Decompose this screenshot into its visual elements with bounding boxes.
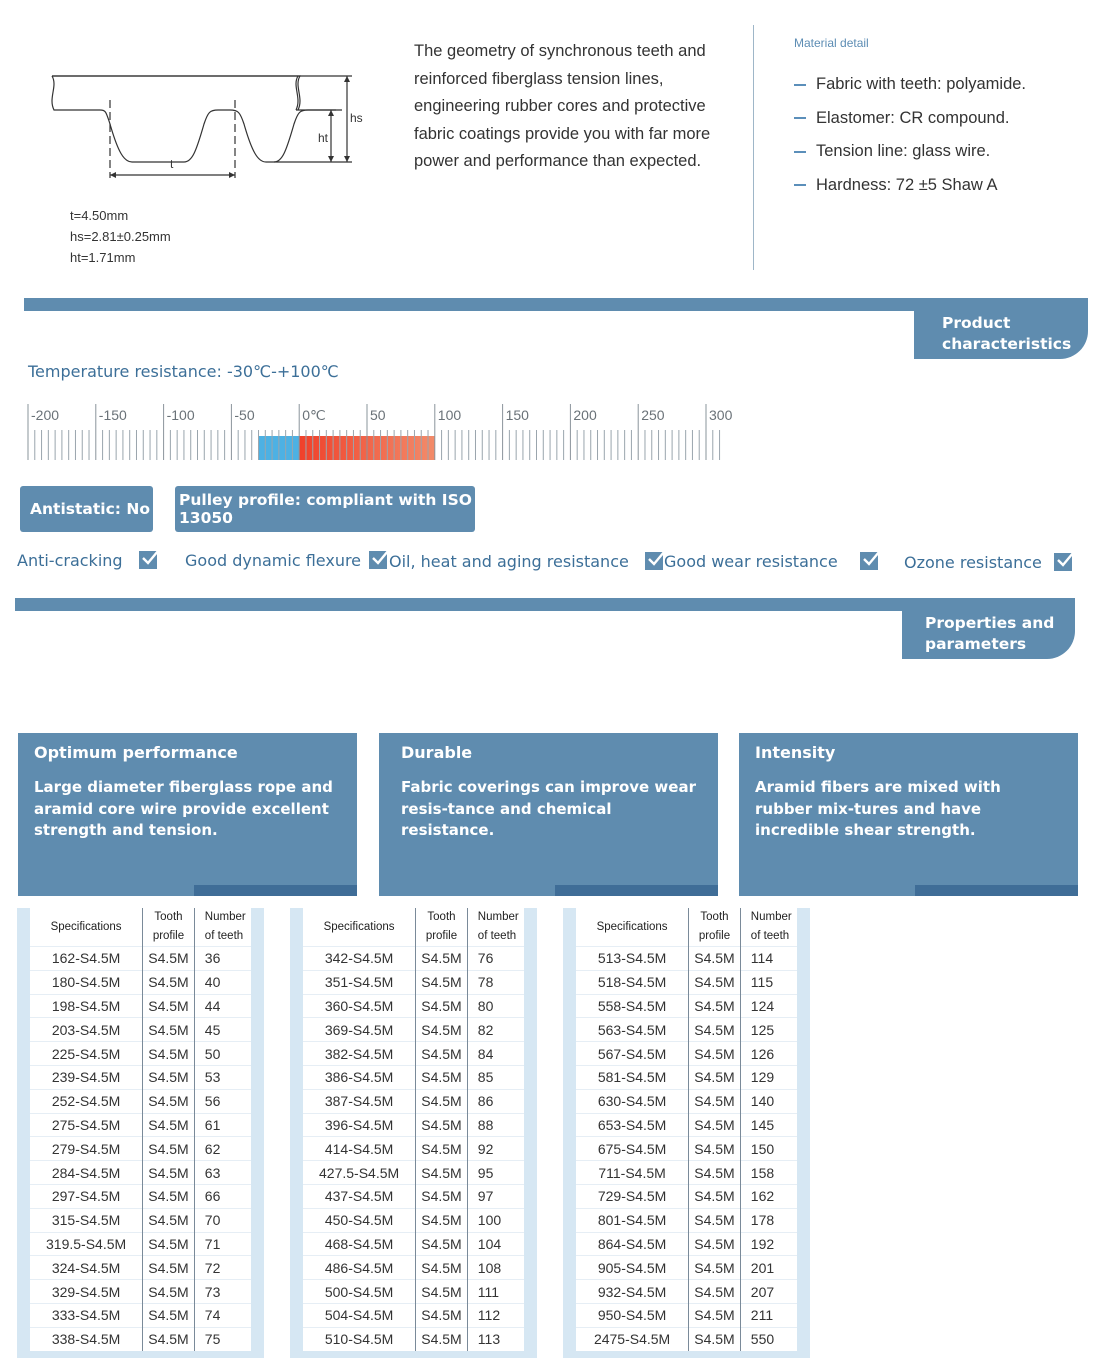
spec-cell: 387-S4.5M [303,1089,416,1113]
tooth-profile-cell: S4.5M [416,1089,468,1113]
dash-icon [794,184,806,186]
teeth-count-cell: 78 [467,970,524,994]
spec-cell: 427.5-S4.5M [303,1161,416,1185]
table-row [30,1303,251,1327]
spec-cell: 351-S4.5M [303,970,416,994]
table-row [30,1184,251,1208]
table-row [576,1065,797,1089]
teeth-count-cell: 158 [740,1161,797,1185]
tooth-profile-cell: S4.5M [689,1327,741,1350]
material-detail-title: Material detail [794,36,869,50]
header-tooth-profile: Tooth profile [143,908,195,947]
spec-cell: 162-S4.5M [30,947,143,971]
material-list [794,68,1026,202]
teeth-count-cell: 74 [194,1303,251,1327]
section-tab-product-characteristics: Product characteristics [914,310,1088,359]
tooth-profile-cell: S4.5M [143,1280,195,1304]
card-intensity [739,733,1078,896]
temperature-title: Temperature resistance: -30℃-+100℃ [28,362,339,381]
tooth-profile-cell: S4.5M [143,1184,195,1208]
teeth-count-cell: 75 [194,1327,251,1350]
table-row [576,1303,797,1327]
spec-table-2-wrapper [290,908,537,1358]
antistatic-tag: Antistatic: No [20,486,153,532]
spec-cell: 396-S4.5M [303,1113,416,1137]
table-row [303,970,524,994]
teeth-count-cell: 73 [194,1280,251,1304]
card-durable [379,733,718,896]
param-ht: ht=1.71mm [70,250,136,265]
table-row [30,1065,251,1089]
geometry-params [70,205,171,268]
ruler-tick-label: 0℃ [302,407,326,423]
spec-cell: 360-S4.5M [303,994,416,1018]
tooth-profile-cell: S4.5M [416,1280,468,1304]
spec-cell: 252-S4.5M [30,1089,143,1113]
table-row [576,970,797,994]
tooth-profile-cell: S4.5M [689,1018,741,1042]
tooth-profile-cell: S4.5M [416,994,468,1018]
spec-cell: 203-S4.5M [30,1018,143,1042]
teeth-count-cell: 140 [740,1089,797,1113]
table-row [303,1280,524,1304]
header-tooth-profile: Tooth profile [416,908,468,947]
tooth-profile-cell: S4.5M [143,1327,195,1350]
t-label: t [170,157,174,171]
table-row [30,1232,251,1256]
tooth-profile-cell: S4.5M [416,947,468,971]
tooth-profile-cell: S4.5M [416,1042,468,1066]
card-accent-bar [194,885,357,896]
tooth-profile-cell: S4.5M [689,947,741,971]
tooth-profile-cell: S4.5M [143,1065,195,1089]
feature-ozone-resistance: Ozone resistance [904,551,1072,573]
spec-cell: 198-S4.5M [30,994,143,1018]
tooth-profile-cell: S4.5M [416,1232,468,1256]
teeth-count-cell: 45 [194,1018,251,1042]
spec-cell: 279-S4.5M [30,1137,143,1161]
header-specifications: Specifications [576,908,689,947]
table-row [30,1161,251,1185]
teeth-count-cell: 111 [467,1280,524,1304]
teeth-count-cell: 70 [194,1208,251,1232]
teeth-count-cell: 40 [194,970,251,994]
table-row [576,1232,797,1256]
card-text: Fabric coverings can improve wear resis-tance and chemical resistance. [401,778,696,839]
teeth-count-cell: 115 [740,970,797,994]
card-text: Aramid fibers are mixed with rubber mix-tures and have incredible shear strength. [755,778,1001,839]
spec-cell: 319.5-S4.5M [30,1232,143,1256]
table-row [30,970,251,994]
ruler-tick-label: 50 [370,407,386,423]
teeth-count-cell: 80 [467,994,524,1018]
spec-cell: 675-S4.5M [576,1137,689,1161]
table-row [576,1184,797,1208]
tooth-profile-cell: S4.5M [416,1184,468,1208]
vertical-divider [753,25,754,270]
material-item: Fabric with teeth: polyamide. [794,68,1026,102]
spec-cell: 225-S4.5M [30,1042,143,1066]
table-row [30,1327,251,1350]
teeth-count-cell: 86 [467,1089,524,1113]
spec-cell: 468-S4.5M [303,1232,416,1256]
teeth-count-cell: 44 [194,994,251,1018]
pulley-profile-tag: Pulley profile: compliant with ISO 13050 [175,486,475,532]
spec-cell: 518-S4.5M [576,970,689,994]
table-row [303,1184,524,1208]
table-row [576,1018,797,1042]
teeth-count-cell: 104 [467,1232,524,1256]
teeth-count-cell: 201 [740,1256,797,1280]
table-row [303,1208,524,1232]
table-row [576,1208,797,1232]
feature-dynamic-flexure: Good dynamic flexure [185,549,387,571]
card-title: Durable [401,743,473,762]
spec-cell: 711-S4.5M [576,1161,689,1185]
spec-table [30,908,251,1351]
table-row [576,1256,797,1280]
tooth-profile-cell: S4.5M [416,1208,468,1232]
spec-cell: 581-S4.5M [576,1065,689,1089]
spec-cell: 338-S4.5M [30,1327,143,1350]
ht-label: ht [318,131,329,145]
teeth-count-cell: 114 [740,947,797,971]
tooth-profile-cell: S4.5M [689,1161,741,1185]
checkbox-checked-icon [645,552,663,570]
tooth-profile-cell: S4.5M [143,947,195,971]
tooth-profile-cell: S4.5M [689,970,741,994]
table-row [576,994,797,1018]
tooth-profile-cell: S4.5M [143,1161,195,1185]
card-optimum-performance [18,733,357,896]
tooth-profile-cell: S4.5M [143,1137,195,1161]
teeth-count-cell: 108 [467,1256,524,1280]
ruler-labels [31,407,733,423]
table-row [576,947,797,971]
spec-cell: 801-S4.5M [576,1208,689,1232]
spec-cell: 905-S4.5M [576,1256,689,1280]
tooth-profile-cell: S4.5M [416,970,468,994]
spec-cell: 333-S4.5M [30,1303,143,1327]
param-hs: hs=2.81±0.25mm [70,229,171,244]
teeth-count-cell: 162 [740,1184,797,1208]
spec-cell: 437-S4.5M [303,1184,416,1208]
spec-table-3-wrapper [563,908,810,1358]
table-row [303,1256,524,1280]
temperature-ruler [26,400,786,462]
tooth-profile-cell: S4.5M [689,1303,741,1327]
header-tooth-profile: Tooth profile [689,908,741,947]
ruler-tick-label: 300 [709,407,733,423]
tooth-profile-cell: S4.5M [143,1113,195,1137]
checkbox-checked-icon [860,552,878,570]
table-row [30,994,251,1018]
checkbox-checked-icon [1054,553,1072,571]
table-row [30,1018,251,1042]
spec-cell: 2475-S4.5M [576,1327,689,1350]
tooth-profile-cell: S4.5M [416,1256,468,1280]
material-item: Elastomer: CR compound. [794,102,1026,136]
spec-cell: 275-S4.5M [30,1113,143,1137]
spec-cell: 563-S4.5M [576,1018,689,1042]
header-number-of-teeth: Number of teeth [750,911,792,942]
teeth-count-cell: 126 [740,1042,797,1066]
tooth-profile-cell: S4.5M [416,1327,468,1350]
table-row [576,1280,797,1304]
teeth-count-cell: 97 [467,1184,524,1208]
tooth-profile-diagram [40,60,370,190]
tooth-profile-cell: S4.5M [416,1137,468,1161]
card-accent-bar [555,885,718,896]
teeth-count-cell: 76 [467,947,524,971]
card-accent-bar [915,885,1078,896]
material-item: Hardness: 72 ±5 Shaw A [794,169,1026,203]
spec-cell: 324-S4.5M [30,1256,143,1280]
tooth-profile-cell: S4.5M [143,1089,195,1113]
tooth-profile-cell: S4.5M [416,1065,468,1089]
teeth-count-cell: 53 [194,1065,251,1089]
table-row [303,1018,524,1042]
header-number-of-teeth: Number of teeth [477,911,519,942]
teeth-count-cell: 36 [194,947,251,971]
table-row [303,1137,524,1161]
tooth-profile-cell: S4.5M [689,1089,741,1113]
tooth-profile-cell: S4.5M [416,1113,468,1137]
ruler-tick-label: -50 [234,407,255,423]
teeth-count-cell: 207 [740,1280,797,1304]
spec-cell: 369-S4.5M [303,1018,416,1042]
param-t: t=4.50mm [70,208,129,223]
spec-cell: 864-S4.5M [576,1232,689,1256]
teeth-count-cell: 82 [467,1018,524,1042]
card-text: Large diameter fiberglass rope and aramid core wire provide excellent strength and tension. [34,778,333,839]
spec-cell: 510-S4.5M [303,1327,416,1350]
tooth-profile-cell: S4.5M [143,1042,195,1066]
tooth-profile-cell: S4.5M [416,1303,468,1327]
table-row [303,947,524,971]
tooth-profile-cell: S4.5M [689,994,741,1018]
teeth-count-cell: 178 [740,1208,797,1232]
teeth-count-cell: 62 [194,1137,251,1161]
spec-cell: 653-S4.5M [576,1113,689,1137]
spec-cell: 386-S4.5M [303,1065,416,1089]
table-row [30,1113,251,1137]
ruler-tick-label: -200 [31,407,60,423]
spec-cell: 297-S4.5M [30,1184,143,1208]
ruler-tick-label: -150 [98,407,127,423]
tooth-profile-cell: S4.5M [143,994,195,1018]
tooth-profile-cell: S4.5M [143,970,195,994]
ruler-tick-label: 200 [573,407,597,423]
tooth-profile-cell: S4.5M [689,1042,741,1066]
tooth-profile-cell: S4.5M [689,1208,741,1232]
dash-icon [794,151,806,153]
table-row [30,1208,251,1232]
teeth-count-cell: 92 [467,1137,524,1161]
teeth-count-cell: 63 [194,1161,251,1185]
spec-cell: 180-S4.5M [30,970,143,994]
spec-cell: 729-S4.5M [576,1184,689,1208]
tooth-profile-cell: S4.5M [416,1161,468,1185]
checkbox-checked-icon [369,551,387,569]
feature-oil-heat-aging: Oil, heat and aging resistance [389,550,663,572]
table-row [303,1327,524,1350]
table-row [303,994,524,1018]
material-item: Tension line: glass wire. [794,135,1026,169]
teeth-count-cell: 72 [194,1256,251,1280]
table-row [576,1137,797,1161]
teeth-count-cell: 129 [740,1065,797,1089]
tooth-profile-cell: S4.5M [689,1065,741,1089]
ruler-tick-label: 250 [641,407,665,423]
tooth-profile-cell: S4.5M [689,1184,741,1208]
table-row [303,1042,524,1066]
tooth-profile-cell: S4.5M [689,1256,741,1280]
spec-cell: 504-S4.5M [303,1303,416,1327]
spec-cell: 558-S4.5M [576,994,689,1018]
tooth-profile-cell: S4.5M [689,1113,741,1137]
teeth-count-cell: 124 [740,994,797,1018]
teeth-count-cell: 56 [194,1089,251,1113]
teeth-count-cell: 211 [740,1303,797,1327]
teeth-count-cell: 88 [467,1113,524,1137]
spec-cell: 567-S4.5M [576,1042,689,1066]
spec-cell: 950-S4.5M [576,1303,689,1327]
header-specifications: Specifications [303,908,416,947]
teeth-count-cell: 100 [467,1208,524,1232]
teeth-count-cell: 192 [740,1232,797,1256]
header-number-of-teeth: Number of teeth [204,911,246,942]
table-row [303,1161,524,1185]
tooth-profile-cell: S4.5M [143,1256,195,1280]
feature-wear-resistance: Good wear resistance [664,550,878,572]
teeth-count-cell: 95 [467,1161,524,1185]
tooth-profile-cell: S4.5M [416,1018,468,1042]
intro-text: The geometry of synchronous teeth and reinforced fiberglass tension lines, engineering rubber cores and protective fabric coatings provide you with far more power and performance than expected. [414,42,711,170]
card-title: Optimum performance [34,743,238,762]
table-row [303,1303,524,1327]
teeth-count-cell: 85 [467,1065,524,1089]
ruler-tick-label: 100 [437,407,462,423]
teeth-count-cell: 66 [194,1184,251,1208]
table-row [30,1280,251,1304]
teeth-count-cell: 50 [194,1042,251,1066]
spec-cell: 932-S4.5M [576,1280,689,1304]
teeth-count-cell: 113 [467,1327,524,1350]
tooth-profile-cell: S4.5M [689,1232,741,1256]
tooth-profile-cell: S4.5M [143,1303,195,1327]
hs-label: hs [350,111,363,125]
spec-cell: 450-S4.5M [303,1208,416,1232]
table-row [303,1065,524,1089]
table-row [303,1113,524,1137]
feature-anti-cracking: Anti-cracking [17,549,157,571]
section-tab-properties-parameters: Properties and parameters [902,610,1075,659]
teeth-count-cell: 71 [194,1232,251,1256]
spec-cell: 630-S4.5M [576,1089,689,1113]
tooth-profile-cell: S4.5M [143,1208,195,1232]
teeth-count-cell: 150 [740,1137,797,1161]
table-row [30,1042,251,1066]
table-row [303,1232,524,1256]
teeth-count-cell: 145 [740,1113,797,1137]
tooth-profile-cell: S4.5M [689,1280,741,1304]
ruler-tick-label: 150 [505,407,529,423]
dash-icon [794,84,806,86]
teeth-count-cell: 112 [467,1303,524,1327]
card-title: Intensity [755,743,836,762]
teeth-count-cell: 61 [194,1113,251,1137]
spec-cell: 513-S4.5M [576,947,689,971]
table-row [576,1089,797,1113]
spec-cell: 329-S4.5M [30,1280,143,1304]
teeth-count-cell: 550 [740,1327,797,1350]
table-row [576,1042,797,1066]
spec-table [576,908,797,1351]
spec-cell: 284-S4.5M [30,1161,143,1185]
dash-icon [794,117,806,119]
tooth-profile-cell: S4.5M [689,1137,741,1161]
spec-cell: 239-S4.5M [30,1065,143,1089]
spec-cell: 342-S4.5M [303,947,416,971]
table-row [30,947,251,971]
spec-cell: 315-S4.5M [30,1208,143,1232]
spec-cell: 500-S4.5M [303,1280,416,1304]
spec-cell: 414-S4.5M [303,1137,416,1161]
tooth-profile-cell: S4.5M [143,1018,195,1042]
table-row [303,1089,524,1113]
teeth-count-cell: 84 [467,1042,524,1066]
table-row [576,1327,797,1350]
table-row [30,1256,251,1280]
spec-table [303,908,524,1351]
table-row [576,1113,797,1137]
ruler-tick-label: -100 [166,407,195,423]
tooth-profile-cell: S4.5M [143,1232,195,1256]
teeth-count-cell: 125 [740,1018,797,1042]
header-specifications: Specifications [30,908,143,947]
spec-table-1-wrapper [17,908,264,1358]
checkbox-checked-icon [139,551,157,569]
table-row [576,1161,797,1185]
table-row [30,1089,251,1113]
spec-cell: 382-S4.5M [303,1042,416,1066]
spec-cell: 486-S4.5M [303,1256,416,1280]
table-row [30,1137,251,1161]
